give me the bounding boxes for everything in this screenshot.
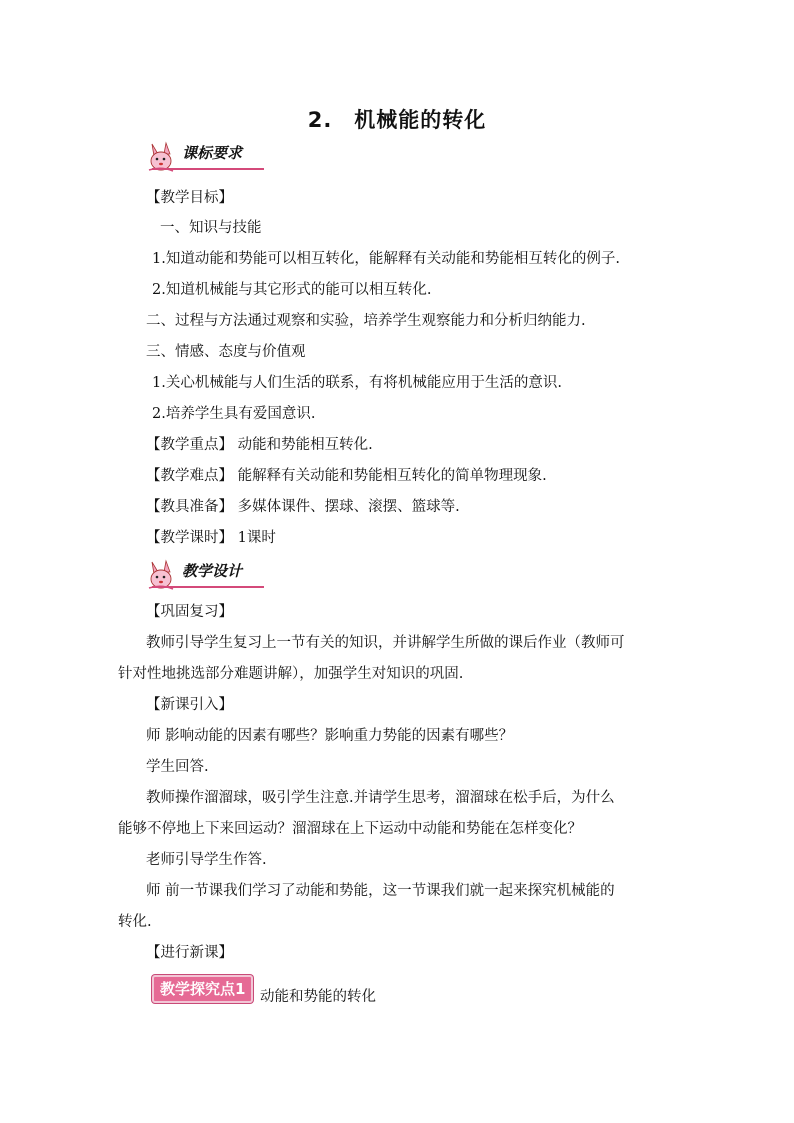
goal-knowledge: 一、知识与技能 [160,220,262,236]
explore-point-badge: 教学探究点1 [152,975,253,1003]
goal-emotion-2: 2.培养学生具有爱国意识. [152,406,316,422]
intro-text-2: 学生回答. [146,759,209,775]
intro-text-7: 转化. [118,914,152,930]
section-label: 教学设计 [182,562,243,580]
new-lesson-heading: 【进行新课】 [146,945,233,961]
goal-knowledge-2: 2.知道机械能与其它形式的能可以相互转化. [152,282,432,298]
page-title [0,104,794,134]
intro-text-3: 教师操作溜溜球，吸引学生注意.并请学生思考，溜溜球在松手后，为什么 [146,790,615,806]
section-header-design [146,558,266,592]
goal-process: 二、过程与方法通过观察和实验，培养学生观察能力和分析归纳能力. [146,313,586,329]
intro-text-1: 师 影响动能的因素有哪些？影响重力势能的因素有哪些？ [146,728,514,744]
section-header-standards [146,140,266,174]
review-text-2: 针对性地挑选部分难题讲解），加强学生对知识的巩固. [118,666,464,682]
difficulty: 【教学难点】 能解释有关动能和势能相互转化的简单物理现象. [146,468,547,484]
title-number: 2. [307,108,333,132]
intro-text-4: 能够不停地上下来回运动？溜溜球在上下运动中动能和势能在怎样变化？ [118,821,582,837]
goal-heading: 【教学目标】 [146,190,233,206]
intro-text-6: 师 前一节课我们学习了动能和势能，这一节课我们就一起来探究机械能的 [146,883,615,899]
explore-point-title: 动能和势能的转化 [260,989,376,1005]
section-label: 课标要求 [182,144,243,162]
title-text: 机械能的转化 [354,108,487,132]
goal-knowledge-1: 1.知道动能和势能可以相互转化，能解释有关动能和势能相互转化的例子. [152,251,620,267]
intro-text-5: 老师引导学生作答. [146,852,267,868]
goal-emotion-1: 1.关心机械能与人们生活的联系，有将机械能应用于生活的意识. [152,375,562,391]
review-heading: 【巩固复习】 [146,604,233,620]
teaching-tools: 【教具准备】 多媒体课件、摆球、滚摆、篮球等. [146,499,460,515]
section-underline [152,586,264,588]
section-underline [152,168,264,170]
review-text-1: 教师引导学生复习上一节有关的知识，并讲解学生所做的课后作业（教师可 [146,635,625,651]
goal-emotion: 三、情感、态度与价值观 [146,344,306,360]
class-hours: 【教学课时】 1课时 [146,530,276,546]
key-point: 【教学重点】 动能和势能相互转化. [146,437,373,453]
intro-heading: 【新课引入】 [146,697,233,713]
